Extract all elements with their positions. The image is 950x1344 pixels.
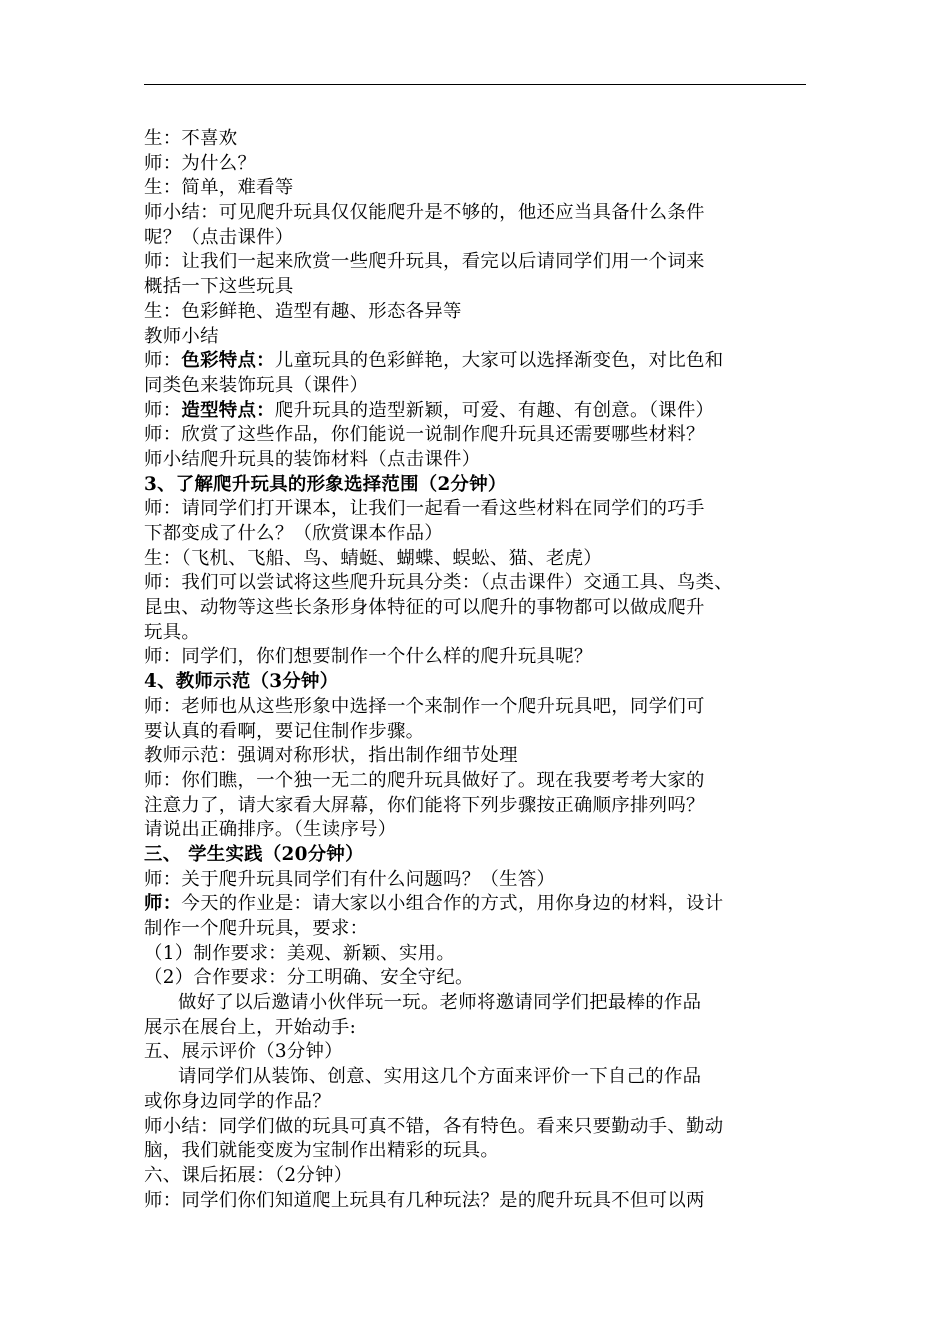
text-line <box>144 1164 808 1189</box>
text-line <box>144 547 808 572</box>
text-line <box>144 769 808 794</box>
line-text: 师：我们可以尝试将这些爬升玩具分类：（点击课件）交通工具、鸟类、 <box>144 572 733 594</box>
line-text: 概括一下这些玩具 <box>144 276 294 298</box>
line-text: 教师小结 <box>144 325 219 347</box>
line-text: 生：不喜欢 <box>144 128 238 149</box>
line-text: 生：简单，难看等 <box>144 177 294 199</box>
line-text: 同类色来装饰玩具（课件） <box>144 374 369 396</box>
text-line <box>144 892 808 917</box>
line-text: 师：同学们，你们想要制作一个什么样的爬升玩具呢？ <box>144 646 593 668</box>
bold-text: 三、 学生实践（20分钟） <box>144 843 364 865</box>
line-text: 要认真的看啊，要记住制作步骤。 <box>144 720 425 742</box>
line-text: 师小结爬升玩具的装饰材料（点击课件） <box>144 448 481 470</box>
text-line <box>144 497 808 522</box>
text-line <box>144 152 808 177</box>
line-text: 下都变成了什么？（欣赏课本作品） <box>144 523 444 544</box>
text-line <box>144 1189 808 1214</box>
line-text: 教师示范：强调对称形状，指出制作细节处理 <box>144 745 518 767</box>
text-line <box>144 423 808 448</box>
line-text: 呢？（点击课件） <box>144 226 294 248</box>
line-text: 师：老师也从这些形象中选择一个来制作一个爬升玩具吧，同学们可 <box>144 695 705 717</box>
text-line <box>144 818 808 843</box>
line-text: 师：请同学们打开课本，让我们一起看一看这些材料在同学们的巧手 <box>144 498 705 520</box>
line-text: 师：你们瞧，一个独一无二的爬升玩具做好了。现在我要考考大家的 <box>144 769 705 791</box>
text-line <box>144 794 808 819</box>
line-text: 或你身边同学的作品？ <box>144 1090 331 1112</box>
line-text: 注意力了，请大家看大屏幕，你们能将下列步骤按正确顺序排列吗？ <box>144 794 705 816</box>
line-text: 生：（飞机、飞船、鸟、蜻蜓、蝴蝶、蜈蚣、猫、老虎） <box>144 547 603 569</box>
line-text: 请同学们从装饰、创意、实用这几个方面来评价一下自己的作品 <box>178 1066 702 1088</box>
text-line <box>144 300 808 325</box>
text-line <box>144 695 808 720</box>
line-text: 脑，我们就能变废为宝制作出精彩的玩具。 <box>144 1140 500 1162</box>
bold-text: 造型特点： <box>181 399 275 421</box>
header-rule <box>144 84 806 85</box>
line-text: 师： <box>144 399 182 421</box>
document-body <box>144 127 808 1213</box>
text-line <box>144 201 808 226</box>
line-text: 生：色彩鲜艳、造型有趣、形态各异等 <box>144 300 462 322</box>
line-text: 制作一个爬升玩具，要求： <box>144 918 369 939</box>
text-line <box>144 868 808 893</box>
line-text: 师小结：可见爬升玩具仅仅能爬升是不够的，他还应当具备什么条件 <box>144 202 705 224</box>
text-line <box>144 670 808 695</box>
bold-text: 师： <box>144 893 182 915</box>
line-text: 师：同学们你们知道爬上玩具有几种玩法？是的爬升玩具不但可以两 <box>144 1189 705 1211</box>
line-text: 五、展示评价（3分钟） <box>144 1041 343 1063</box>
line-text: 展示在展台上，开始动手: <box>144 1016 357 1038</box>
line-text: 六、课后拓展：（2分钟） <box>144 1164 353 1186</box>
text-line <box>144 1040 808 1065</box>
text-line <box>144 325 808 350</box>
line-text: 爬升玩具的造型新颖，可爱、有趣、有创意。（课件） <box>274 399 715 421</box>
line-text: 请说出正确排序。（生读序号） <box>144 819 397 841</box>
text-line <box>144 522 808 547</box>
text-line <box>144 1065 808 1090</box>
text-line <box>144 374 808 399</box>
bold-text: 4、教师示范（3分钟） <box>144 671 339 693</box>
line-text: 师：为什么？ <box>144 152 257 174</box>
text-line <box>144 571 808 596</box>
text-line <box>144 942 808 967</box>
line-text: 师： <box>144 350 182 372</box>
text-line <box>144 1090 808 1115</box>
line-text: （2）合作要求：分工明确、安全守纪。 <box>144 967 474 989</box>
text-line <box>144 843 808 868</box>
text-line <box>144 349 808 374</box>
line-text: 昆虫、动物等这些长条形身体特征的可以爬升的事物都可以做成爬升 <box>144 597 705 619</box>
line-text: 师：关于爬升玩具同学们有什么问题吗？（生答） <box>144 868 556 890</box>
text-line <box>144 250 808 275</box>
text-line <box>144 1016 808 1041</box>
text-line <box>144 621 808 646</box>
text-line <box>144 991 808 1016</box>
line-text: 师小结：同学们做的玩具可真不错，各有特色。看来只要勤动手、勤动 <box>144 1115 724 1137</box>
text-line <box>144 226 808 251</box>
text-line <box>144 720 808 745</box>
bold-text: 3、了解爬升玩具的形象选择范围（2分钟） <box>144 473 507 495</box>
text-line <box>144 275 808 300</box>
text-line <box>144 1115 808 1140</box>
text-line <box>144 744 808 769</box>
line-text: （1）制作要求：美观、新颖、实用。 <box>144 942 456 964</box>
text-line <box>144 399 808 424</box>
text-line <box>144 966 808 991</box>
text-line <box>144 473 808 498</box>
text-line <box>144 448 808 473</box>
text-line <box>144 176 808 201</box>
text-line <box>144 596 808 621</box>
line-text: 师：让我们一起来欣赏一些爬升玩具，看完以后请同学们用一个词来 <box>144 251 705 273</box>
line-text: 今天的作业是：请大家以小组合作的方式，用你身边的材料，设计 <box>181 893 724 915</box>
text-line <box>144 917 808 942</box>
text-line <box>144 645 808 670</box>
line-text: 做好了以后邀请小伙伴玩一玩。老师将邀请同学们把最棒的作品 <box>178 992 702 1014</box>
text-line <box>144 1139 808 1164</box>
bold-text: 色彩特点： <box>181 350 275 372</box>
line-text: 儿童玩具的色彩鲜艳，大家可以选择渐变色，对比色和 <box>274 350 724 372</box>
line-text: 师：欣赏了这些作品，你们能说一说制作爬升玩具还需要哪些材料？ <box>144 424 705 446</box>
line-text: 玩具。 <box>144 621 201 643</box>
text-line <box>144 127 808 152</box>
